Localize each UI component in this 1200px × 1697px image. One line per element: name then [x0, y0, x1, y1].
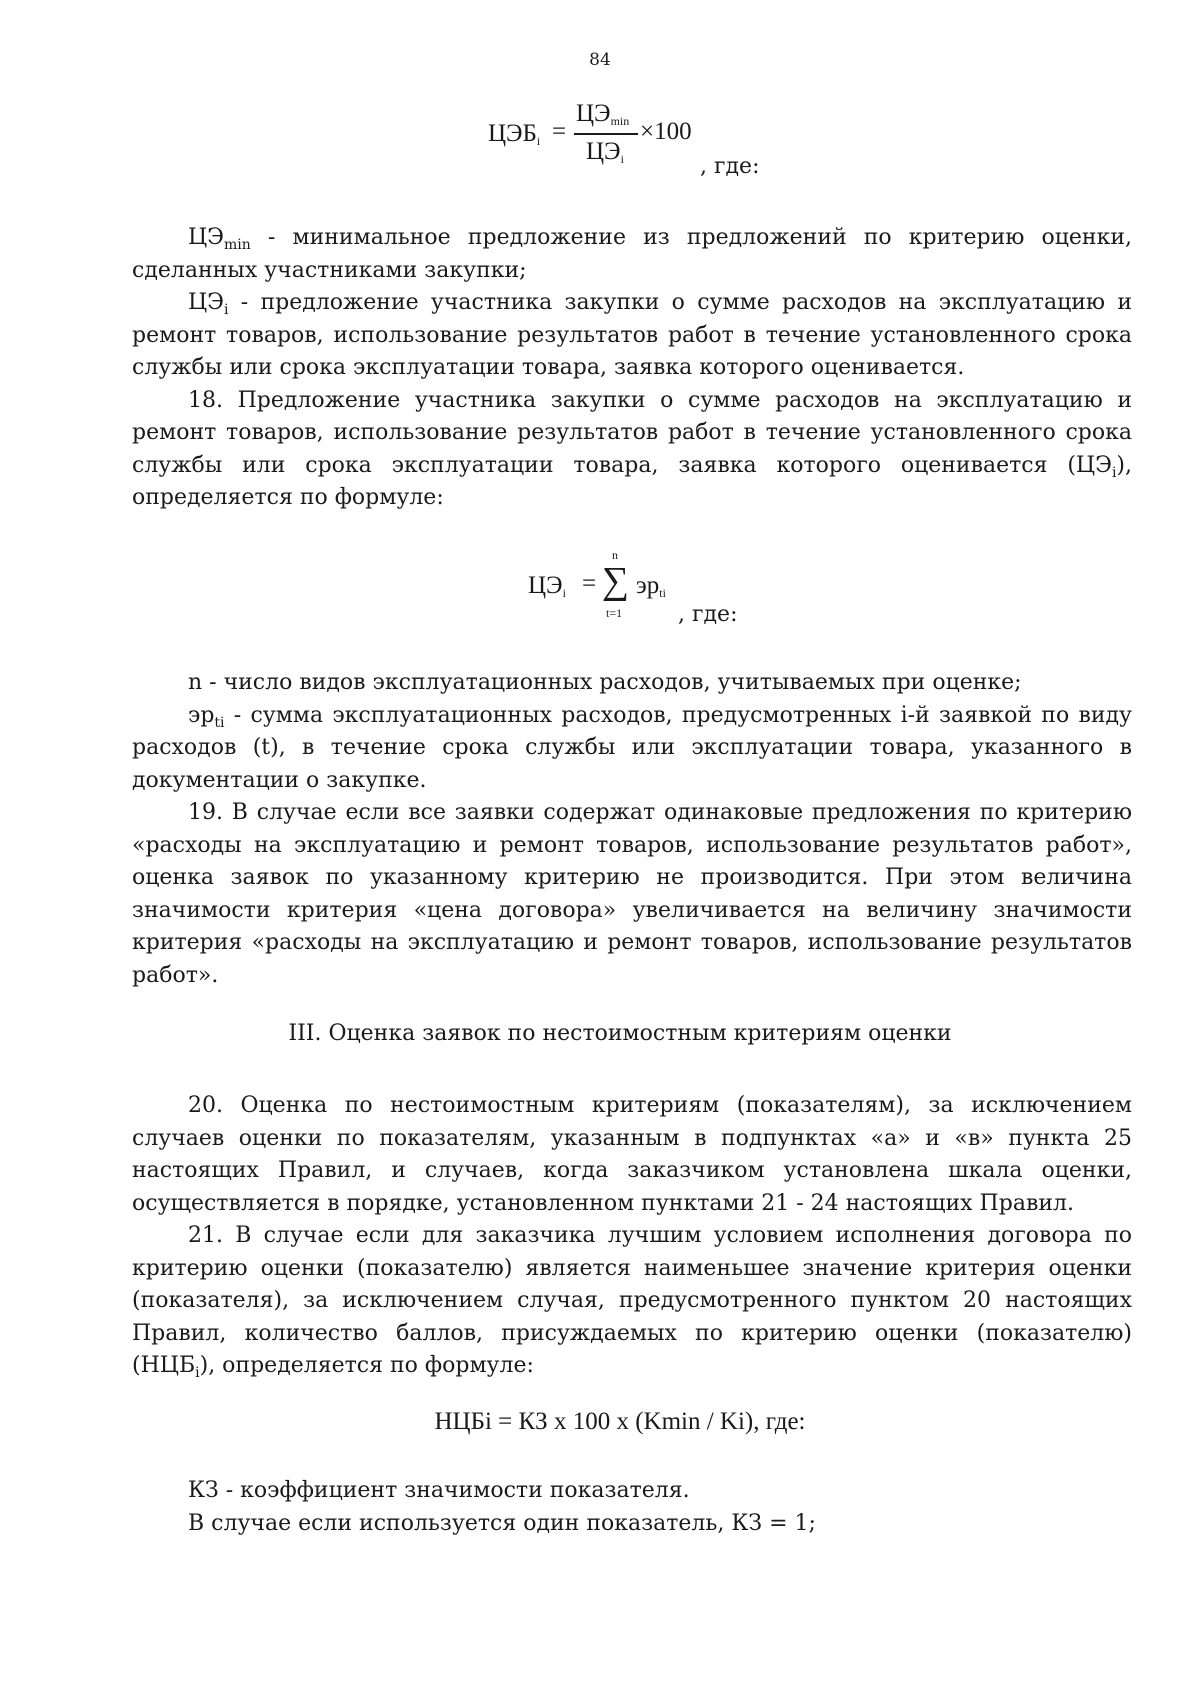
- formula2-suffix: , где:: [678, 602, 738, 627]
- text-block-3: [132, 1090, 1132, 1383]
- text-block-4: [132, 1475, 1132, 1540]
- paragraph: 19. В случае если все заявки содержат одинаковые предложения по критерию «расходы на эксплуатацию и ремонт товаров, использование результатов работ», оценка заявок по указанному критерию не производится. При этом величина значимости критерия «цена договора» увеличивается на величину значимости критерия «расходы на эксплуатацию и ремонт товаров, использование результатов работ».: [132, 800, 1132, 988]
- formula-non-cost-score: НЦБi = КЗ х 100 х (Kmin / Ki), где:: [434, 1408, 806, 1435]
- formula1-denominator: $ЦЭ_i$: [586, 138, 624, 166]
- text-block-1: [132, 222, 1132, 515]
- paragraph: n - число видов эксплуатационных расходов, учитываемых при оценке;: [188, 670, 1022, 695]
- section-heading: III. Оценка заявок по нестоимостным критериям оценки: [288, 1021, 952, 1046]
- formula1-equals: =: [552, 118, 567, 145]
- paragraph: $эр_{ti}$ - сумма эксплуатационных расходов, предусмотренных i-й заявкой по виду расходов (t), в течение срока службы или эксплуатации товара, указанного в документации о закупке.: [132, 702, 1132, 793]
- sigma-symbol: ∑: [602, 560, 630, 602]
- formula2-lhs: $ЦЭ_i$: [528, 572, 566, 600]
- sum-lower-limit: t=1: [606, 606, 623, 620]
- page-number: 84: [589, 50, 611, 70]
- paragraph: 20. Оценка по нестоимостным критериям (показателям), за исключением случаев оценки по показателям, указанным в подпунктах «а» и «в» пункта 25 настоящих Правил, и случаев, когда заказчиком установлена шкала оценки, осуществляется в порядке, установленном пунктами 21 - 24 настоящих Правил.: [132, 1093, 1132, 1216]
- formula-price-efficiency: [488, 98, 788, 188]
- formula1-multiplier: ×100: [640, 118, 692, 145]
- paragraph: 21. В случае если для заказчика лучшим условием исполнения договора по критерию оценки (показателю) является наименьшее значение критерия оценки (показателя), за исключением случая, предусмотренного пунктом 20 настоящих Правил, количество баллов, присуждаемых по критерию оценки (показателю) $(НЦБ_i)$, определяется по формуле:: [132, 1223, 1132, 1381]
- formula2-equals: =: [582, 570, 597, 597]
- fraction-bar: [574, 133, 638, 135]
- formula1-lhs: $ЦЭБ_i$: [488, 120, 541, 148]
- formula-sum-expenses: [528, 548, 788, 628]
- formula1-suffix: , где:: [700, 154, 760, 179]
- paragraph: КЗ - коэффициент значимости показателя.: [188, 1478, 690, 1503]
- paragraph: 18. Предложение участника закупки о сумме расходов на эксплуатацию и ремонт товаров, использование результатов работ в течение установленного срока службы или срока эксплуатации товара, заявка которого оценивается $(ЦЭ_i)$, определяется по формуле:: [132, 387, 1132, 510]
- sum-upper-limit: n: [612, 548, 618, 562]
- paragraph: В случае если используется один показатель, КЗ = 1;: [188, 1510, 816, 1536]
- formula2-rhs: $эр_{ti}$: [636, 572, 666, 600]
- text-block-2: [132, 667, 1132, 992]
- formula1-numerator: $ЦЭ_{min}$: [576, 100, 630, 128]
- paragraph: $ЦЭ_i$ - предложение участника закупки о сумме расходов на эксплуатацию и ремонт товаров, использование результатов работ в течение установленного срока службы или срока эксплуатации товара, заявка которого оценивается.: [132, 290, 1132, 380]
- paragraph: $ЦЭ_{min}$ - минимальное предложение из предложений по критерию оценки, сделанных участниками закупки;: [132, 225, 1132, 283]
